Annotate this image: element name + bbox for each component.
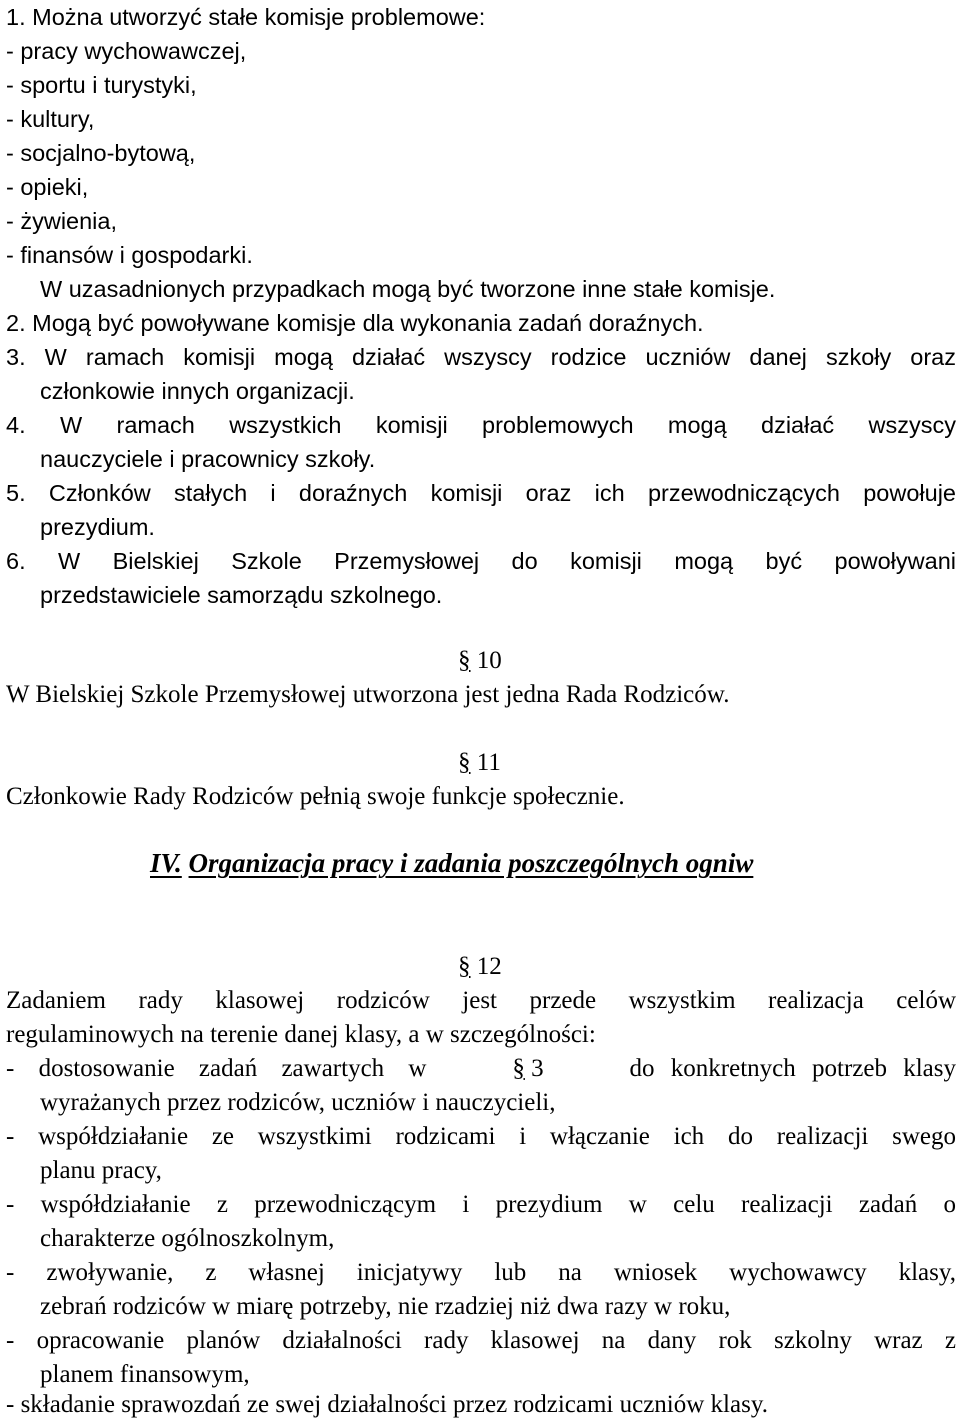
- list-item: - kultury,: [6, 106, 95, 132]
- list-item: - opracowanie planów działalności rady klasowej na dany rok szkolny wraz z: [6, 1327, 956, 1354]
- list-item: - sportu i turystyki,: [6, 72, 197, 98]
- list-item-continuation: planem finansowym,: [40, 1361, 250, 1388]
- list-item: - składanie sprawozdań ze swej działalności przez rodzicami uczniów klasy.: [6, 1391, 768, 1418]
- list-item: - pracy wychowawczej,: [6, 38, 247, 64]
- chapter-title: Organizacja pracy i zadania poszczególnych ogniw: [188, 848, 754, 878]
- paragraph-number-11: § 11: [458, 749, 501, 776]
- item-4-line-1: 4. W ramach wszystkich komisji problemowych mogą działać wszyscy: [6, 412, 956, 438]
- item-5-line-1: 5. Członków stałych i doraźnych komisji oraz ich przewodniczących powołuje: [6, 480, 956, 506]
- item-3-line-2: członkowie innych organizacji.: [40, 378, 355, 404]
- paragraph-reference: § 3: [512, 1055, 544, 1082]
- item-4-line-2: nauczyciele i pracownicy szkoły.: [40, 446, 376, 472]
- chapter-heading: [150, 846, 753, 880]
- paragraph-sign-icon: §: [458, 749, 471, 776]
- list-item: - finansów i gospodarki.: [6, 242, 253, 268]
- list-item-continuation: charakterze ogólnoszkolnym,: [40, 1225, 335, 1252]
- item-6-line-2: przedstawiciele samorządu szkolnego.: [40, 582, 443, 608]
- paragraph-sign-icon: §: [512, 1055, 525, 1082]
- item-1-intro: 1. Można utworzyć stałe komisje problemowe:: [6, 4, 486, 30]
- list-item: - współdziałanie z przewodniczącym i prezydium w celu realizacji zadań o: [6, 1191, 956, 1218]
- item-6-line-1: 6. W Bielskiej Szkole Przemysłowej do komisji mogą być powoływani: [6, 548, 956, 574]
- list-item-continuation: zebrań rodziców w miarę potrzeby, nie rzadziej niż dwa razy w roku,: [40, 1293, 731, 1320]
- list-item: - zwoływanie, z własnej inicjatywy lub na wniosek wychowawcy klasy,: [6, 1259, 956, 1286]
- list-item: - współdziałanie ze wszystkimi rodzicami i włączanie ich do realizacji swego: [6, 1123, 956, 1150]
- list-item: - opieki,: [6, 174, 89, 200]
- paragraph-sign-icon: §: [458, 647, 471, 674]
- list-item: - żywienia,: [6, 208, 118, 234]
- paragraph-10-text: W Bielskiej Szkole Przemysłowej utworzona jest jedna Rada Rodziców.: [6, 681, 730, 708]
- list-item-continuation: planu pracy,: [40, 1157, 162, 1184]
- item-3-line-1: 3. W ramach komisji mogą działać wszyscy rodzice uczniów danej szkoły oraz: [6, 344, 956, 370]
- item-1-note: W uzasadnionych przypadkach mogą być tworzone inne stałe komisje.: [40, 276, 776, 302]
- chapter-number: IV.: [150, 848, 182, 878]
- paragraph-sign-icon: §: [458, 953, 471, 980]
- paragraph-11-text: Członkowie Rady Rodziców pełnią swoje funkcje społecznie.: [6, 783, 625, 810]
- list-item: - socjalno-bytową,: [6, 140, 196, 166]
- paragraph-12-intro-line-2: regulaminowych na terenie danej klasy, a w szczególności:: [6, 1021, 596, 1048]
- paragraph-number-12: § 12: [458, 953, 502, 980]
- item-2: 2. Mogą być powoływane komisje dla wykonania zadań doraźnych.: [6, 310, 704, 336]
- paragraph-number-10: § 10: [458, 647, 502, 674]
- list-item: - dostosowanie zadań zawartych w § 3 do konkretnych potrzeb klasy: [6, 1052, 956, 1086]
- list-item-continuation: wyrażanych przez rodziców, uczniów i nauczycieli,: [40, 1089, 556, 1116]
- item-5-line-2: prezydium.: [40, 514, 155, 540]
- paragraph-12-intro-line-1: Zadaniem rady klasowej rodziców jest przede wszystkim realizacja celów: [6, 987, 956, 1014]
